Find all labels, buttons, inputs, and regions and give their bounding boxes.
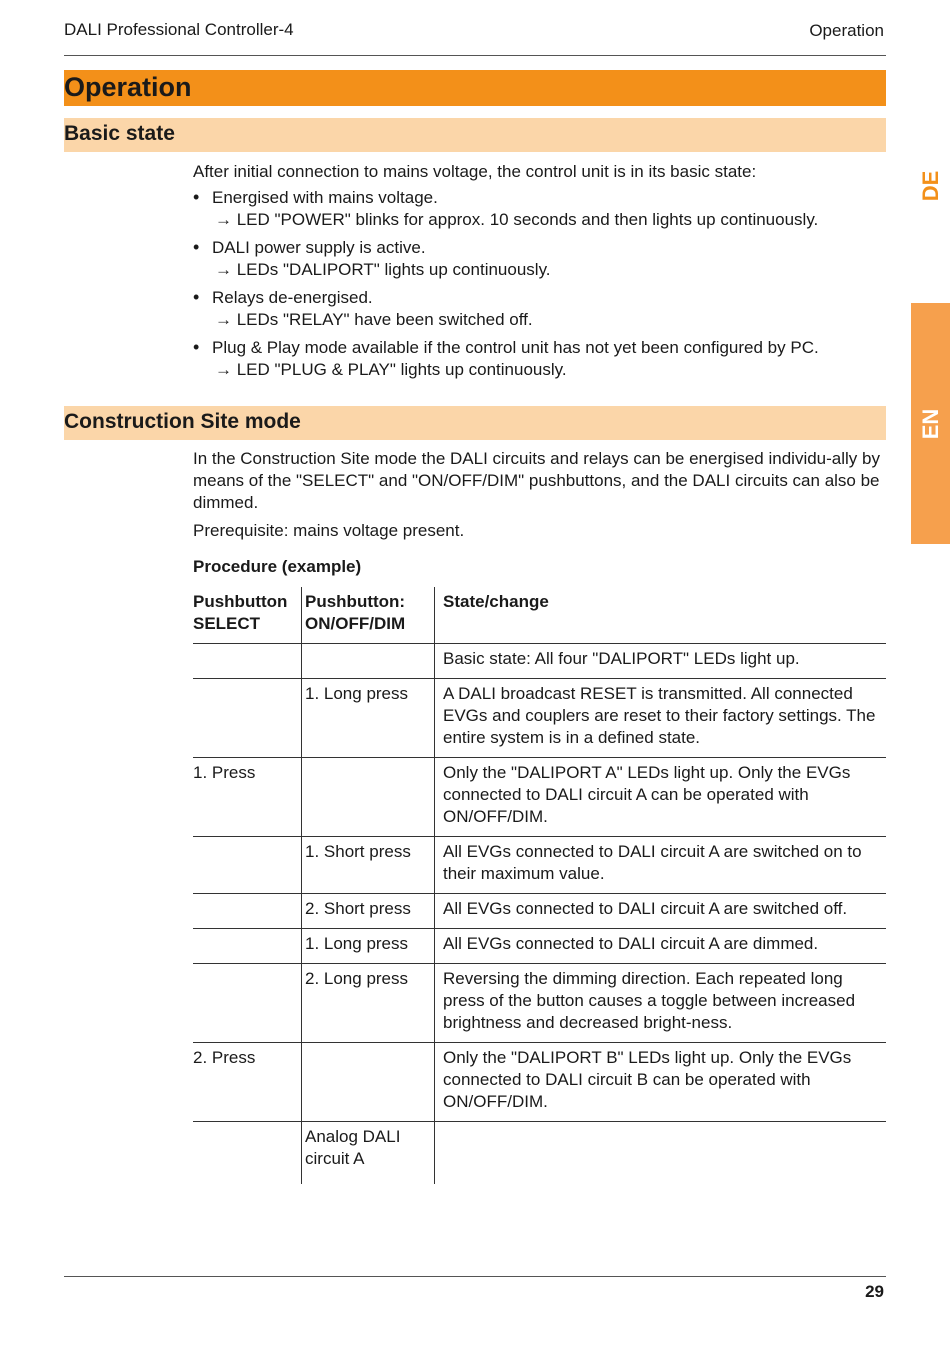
column-header-state: State/change <box>435 587 887 644</box>
document-title: DALI Professional Controller-4 <box>64 20 294 39</box>
list-item-text: Plug & Play mode available if the control unit has not yet been configured by PC. <box>212 338 819 357</box>
construction-heading: Construction Site mode <box>64 410 301 433</box>
basic-state-list <box>193 187 883 387</box>
cell-state: All EVGs connected to DALI circuit A are switched off. <box>435 894 887 929</box>
list-item <box>193 337 883 381</box>
table-row <box>193 644 886 679</box>
table-row <box>193 837 886 894</box>
cell-onoff: 1. Long press <box>302 929 435 964</box>
cell-onoff <box>302 758 435 837</box>
cell-select <box>193 837 302 894</box>
list-item-text: Relays de-energised. <box>212 288 373 307</box>
cell-state: All EVGs connected to DALI circuit A are dimmed. <box>435 929 887 964</box>
cell-onoff: Analog DALI circuit A <box>302 1122 435 1185</box>
prerequisite-text: Prerequisite: mains voltage present. <box>193 521 465 540</box>
table-row <box>193 894 886 929</box>
list-item-result: → LED "POWER" blinks for approx. 10 seconds and then lights up continuously. <box>215 210 819 229</box>
section-title-bar <box>64 70 886 106</box>
procedure-title: Procedure (example) <box>193 557 362 576</box>
list-item-result: → LEDs "RELAY" have been switched off. <box>215 310 533 329</box>
table-row <box>193 929 886 964</box>
cell-onoff: 1. Long press <box>302 679 435 758</box>
language-tab-en[interactable] <box>911 303 950 544</box>
column-header-onoff: Pushbutton: ON/OFF/DIM <box>302 587 435 644</box>
cell-state: Basic state: All four "DALIPORT" LEDs light up. <box>435 644 887 679</box>
footer-divider <box>64 1276 886 1277</box>
bullet-icon: • <box>193 187 200 207</box>
list-item <box>193 187 883 231</box>
bullet-icon: • <box>193 287 200 307</box>
cell-state: A DALI broadcast RESET is transmitted. All connected EVGs and couplers are reset to their factory settings. The entire system is in a defined state. <box>435 679 887 758</box>
section-title: Operation <box>64 72 192 102</box>
basic-state-intro: After initial connection to mains voltage, the control unit is in its basic state: <box>193 162 757 181</box>
cell-select <box>193 929 302 964</box>
cell-onoff: 2. Long press <box>302 964 435 1043</box>
cell-select: 2. Press <box>193 1043 302 1122</box>
table-row <box>193 679 886 758</box>
list-item-result: → LEDs "DALIPORT" lights up continuously. <box>215 260 551 279</box>
cell-onoff <box>302 644 435 679</box>
language-tab-en-label: EN <box>917 408 943 439</box>
basic-state-heading: Basic state <box>64 122 175 145</box>
page-number: 29 <box>865 1282 884 1301</box>
table-row <box>193 758 886 837</box>
list-item <box>193 237 883 281</box>
cell-state: Only the "DALIPORT B" LEDs light up. Only the EVGs connected to DALI circuit B can be operated with ON/OFF/DIM. <box>435 1043 887 1122</box>
cell-select <box>193 964 302 1043</box>
list-item-text: DALI power supply is active. <box>212 238 426 257</box>
cell-onoff <box>302 1043 435 1122</box>
chapter-name: Operation <box>809 21 884 40</box>
cell-select <box>193 679 302 758</box>
cell-select: 1. Press <box>193 758 302 837</box>
list-item <box>193 287 883 331</box>
table-header-row <box>193 587 886 644</box>
bullet-icon: • <box>193 237 200 257</box>
cell-state: Reversing the dimming direction. Each repeated long press of the button causes a toggle between increased brightness and decreased bright-ness. <box>435 964 887 1043</box>
procedure-table <box>193 587 886 1184</box>
language-tab-de[interactable] <box>911 150 950 222</box>
list-item-result: → LED "PLUG & PLAY" lights up continuously. <box>215 360 567 379</box>
cell-select <box>193 894 302 929</box>
construction-description: In the Construction Site mode the DALI circuits and relays can be energised individu-ally by means of the "SELECT" and "ON/OFF/DIM" pushbuttons, and the DALI circuits can also be dimmed. <box>193 449 880 512</box>
cell-onoff: 1. Short press <box>302 837 435 894</box>
bullet-icon: • <box>193 337 200 357</box>
cell-select <box>193 1122 302 1185</box>
table-row <box>193 1122 886 1185</box>
cell-select <box>193 644 302 679</box>
construction-heading-bar <box>64 406 886 440</box>
table-row <box>193 964 886 1043</box>
cell-onoff: 2. Short press <box>302 894 435 929</box>
cell-state: All EVGs connected to DALI circuit A are switched on to their maximum value. <box>435 837 887 894</box>
column-header-select: Pushbutton SELECT <box>193 587 302 644</box>
table-row <box>193 1043 886 1122</box>
cell-state <box>435 1122 887 1185</box>
basic-state-heading-bar <box>64 118 886 152</box>
cell-state: Only the "DALIPORT A" LEDs light up. Only the EVGs connected to DALI circuit A can be operated with ON/OFF/DIM. <box>435 758 887 837</box>
header-divider <box>64 55 886 56</box>
list-item-text: Energised with mains voltage. <box>212 188 438 207</box>
language-tab-de-label: DE <box>917 170 943 202</box>
